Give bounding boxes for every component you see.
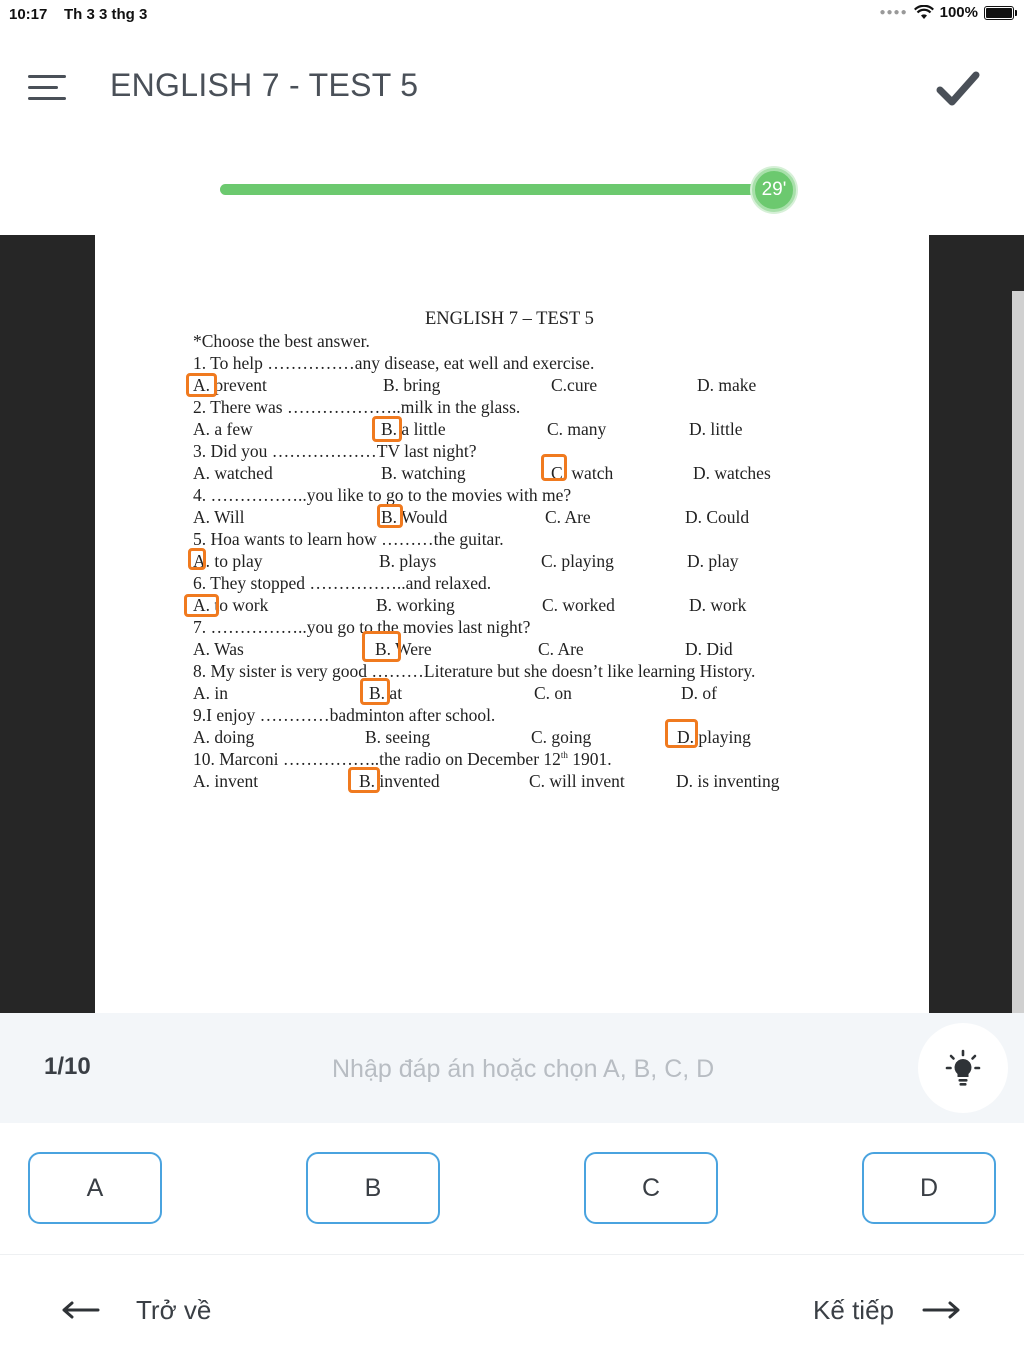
battery-percentage: 100% [939, 4, 978, 21]
document-scrollbar[interactable] [1012, 291, 1024, 1031]
status-date: Th 3 3 thg 3 [64, 6, 148, 23]
q5-option-a: A. to play [193, 551, 263, 571]
q8-option-a: A. in [193, 683, 228, 703]
question-5: 5. Hoa wants to learn how ………the guitar. [193, 529, 504, 549]
answer-mark [665, 719, 698, 748]
status-indicators [879, 4, 1014, 21]
question-10: 10. Marconi ……………..the radio on December 12th 1901. [193, 749, 612, 769]
q8-option-d: D. of [681, 683, 717, 703]
q4-option-c: C. Are [545, 507, 591, 527]
back-button[interactable] [60, 1290, 211, 1330]
lightbulb-icon [943, 1048, 983, 1088]
q5-option-d: D. play [687, 551, 739, 571]
checkmark-icon [936, 69, 980, 109]
choice-b-button[interactable]: B [306, 1152, 440, 1224]
q1-option-a: A. prevent [193, 375, 267, 395]
battery-icon [984, 6, 1014, 20]
answer-mark [188, 548, 206, 570]
choice-c-button[interactable]: C [584, 1152, 718, 1224]
document-title: ENGLISH 7 – TEST 5 [425, 309, 594, 329]
arrow-right-icon [922, 1300, 962, 1320]
q6-option-a: A. to work [193, 595, 269, 615]
q9-option-d: D. playing [677, 727, 751, 747]
q4-option-d: D. Could [685, 507, 750, 527]
q10-option-b: B. invented [359, 771, 440, 791]
choice-a-button[interactable]: A [28, 1152, 162, 1224]
document-viewer[interactable] [0, 235, 1024, 1013]
q4-option-b: B. Would [381, 507, 448, 527]
q2-option-d: D. little [689, 419, 743, 439]
question-4: 4. ……………..you like to go to the movies with me? [193, 485, 572, 505]
q3-option-d: D. watches [693, 463, 771, 483]
header [0, 55, 1024, 125]
q10-option-a: A. invent [193, 771, 259, 791]
question-7: 7. ……………..you go to the movies last night? [193, 617, 531, 637]
page-title: ENGLISH 7 - TEST 5 [110, 67, 419, 103]
progress-track [220, 184, 774, 195]
answer-mark [184, 594, 219, 617]
question-8: 8. My sister is very good ………Literature but she doesn’t like learning History. [193, 661, 756, 681]
question-3: 3. Did you ………………TV last night? [193, 441, 477, 461]
q5-option-b: B. plays [379, 551, 437, 571]
q2-option-b: B. a little [381, 419, 446, 439]
divider [0, 1254, 1024, 1255]
question-1: 1. To help ……………any disease, eat well and exercise. [193, 353, 595, 373]
status-bar [0, 0, 1024, 30]
q4-option-a: A. Will [193, 507, 245, 527]
q6-option-c: C. worked [542, 595, 615, 615]
q6-option-d: D. work [689, 595, 747, 615]
q9-option-c: C. going [531, 727, 592, 747]
timer-badge: 29' [752, 168, 796, 212]
arrow-left-icon [60, 1300, 100, 1320]
cellular-signal-icon: ●●●● [879, 7, 908, 18]
q6-option-b: B. working [376, 595, 455, 615]
q7-option-d: D. Did [685, 639, 733, 659]
question-9: 9.I enjoy …………badminton after school. [193, 705, 496, 725]
q3-option-a: A. watched [193, 463, 273, 483]
next-label: Kế tiếp [813, 1294, 894, 1325]
q9-option-b: B. seeing [365, 727, 431, 747]
q2-option-a: A. a few [193, 419, 253, 439]
answer-input[interactable] [332, 1049, 852, 1089]
choice-buttons [0, 1152, 1024, 1226]
q10-option-c: C. will invent [529, 771, 625, 791]
timer-progress [220, 166, 800, 214]
q1-option-b: B. bring [383, 375, 441, 395]
instruction: *Choose the best answer. [193, 331, 370, 351]
question-2: 2. There was ………………..milk in the glass. [193, 397, 521, 417]
progress-fill [220, 184, 774, 195]
answer-mark [362, 631, 401, 662]
q8-option-b: B. at [369, 683, 403, 703]
q5-option-c: C. playing [541, 551, 614, 571]
q1-option-c: C.cure [551, 375, 598, 395]
answer-mark [372, 416, 402, 442]
answer-mark [541, 454, 567, 481]
q7-option-b: B. Were [375, 639, 432, 659]
q10-option-d: D. is inventing [676, 771, 780, 791]
footer-nav [0, 1270, 1024, 1350]
menu-icon [28, 75, 66, 78]
document-page [95, 235, 929, 1013]
question-6: 6. They stopped ……………..and relaxed. [193, 573, 492, 593]
menu-button[interactable] [28, 69, 68, 105]
q2-option-c: C. many [547, 419, 607, 439]
q3-option-c: C. watch [551, 463, 614, 483]
submit-button[interactable] [936, 69, 980, 109]
answer-bar [0, 1013, 1024, 1123]
wifi-icon [914, 5, 934, 21]
answer-mark [377, 504, 403, 528]
hint-button[interactable] [918, 1023, 1008, 1113]
q1-option-d: D. make [697, 375, 757, 395]
status-time: 10:17 [9, 6, 48, 23]
choice-d-button[interactable]: D [862, 1152, 996, 1224]
back-label: Trở về [136, 1294, 212, 1325]
answer-mark [186, 373, 217, 397]
q3-option-b: B. watching [381, 463, 466, 483]
q9-option-a: A. doing [193, 727, 255, 747]
answer-mark [360, 678, 390, 705]
question-counter: 1/10 [44, 1053, 91, 1080]
answer-mark [348, 767, 380, 793]
q8-option-c: C. on [534, 683, 572, 703]
q7-option-a: A. Was [193, 639, 244, 659]
q7-option-c: C. Are [538, 639, 584, 659]
next-button[interactable] [813, 1290, 962, 1330]
